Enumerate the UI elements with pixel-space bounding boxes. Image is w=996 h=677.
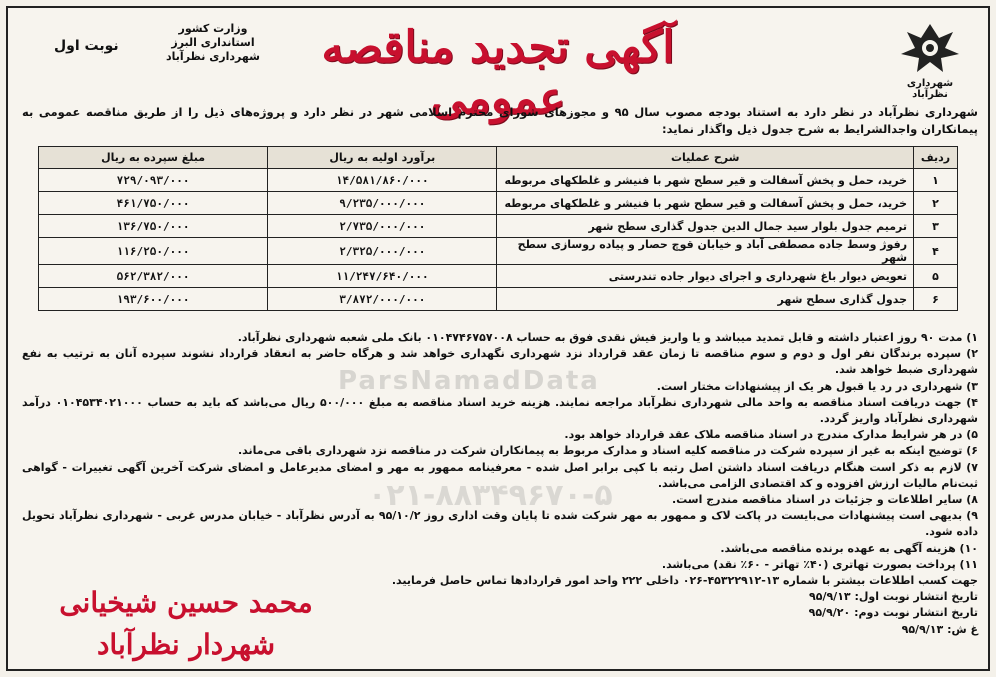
row-deposit: ۱۹۳/۶۰۰/۰۰۰ xyxy=(39,288,268,311)
row-deposit: ۵۶۲/۳۸۲/۰۰۰ xyxy=(39,265,268,288)
term-item: ۵) در هر شرایط مدارک مندرج در اسناد مناقصه ملاک عقد قرارداد خواهد بود. xyxy=(564,428,978,442)
row-number: ۲ xyxy=(914,192,958,215)
row-estimate: ۳/۸۷۲/۰۰۰/۰۰۰ xyxy=(268,288,497,311)
publication-round: نوبت اول xyxy=(54,38,119,54)
row-description: ترمیم جدول بلوار سید جمال الدین جدول گذاری سطح شهر xyxy=(497,215,914,238)
term-item: ۹) بدیهی است پیشنهادات می‌بایست در پاکت لاک و ممهور به مهر شرکت شده تا پایان وقت اداری روز ۹۵/۱۰/۲ به آدرس نظرآباد - خیابان مدرس غربی - شهرداری نظرآباد تحویل داده شود. xyxy=(22,509,979,539)
row-description: رفوژ وسط جاده مصطفی آباد و خیابان قوچ حصار و پیاده روسازی سطح شهر xyxy=(497,238,914,265)
row-number: ۱ xyxy=(914,169,958,192)
signatory-name: محمد حسین شیخیانی xyxy=(59,586,313,619)
term-item: ۶) توضیح اینکه به غیر از سپرده شرکت در مناقصه کلیه اسناد و مدارک مربوط به پیمانکاران شرکت در مناقصه نزد شهرداری باقی می‌ماند. xyxy=(237,444,978,458)
col-estimate: برآورد اولیه به ریال xyxy=(268,147,497,169)
row-description: خرید، حمل و پخش آسفالت و قیر سطح شهر با فنیشر و غلطکهای مربوطه xyxy=(497,169,914,192)
watermark-phone: ۰۲۱-۸۸۳۴۹۶۷۰-۵ xyxy=(368,478,613,513)
table-row xyxy=(39,169,958,192)
row-estimate: ۹/۲۳۵/۰۰۰/۰۰۰ xyxy=(268,192,497,215)
row-number: ۵ xyxy=(914,265,958,288)
row-description: جدول گذاری سطح شهر xyxy=(497,288,914,311)
ministry-block xyxy=(158,22,268,64)
row-estimate: ۲/۷۳۵/۰۰۰/۰۰۰ xyxy=(268,215,497,238)
term-item: ۲) سپرده برندگان نفر اول و دوم و سوم مناقصه تا زمان عقد قرارداد نزد شهرداری نگهداری خواهد شد و هرگاه حاضر به انعقاد قرارداد نشوند سپرده آنان به ترتیب به نفع شهرداری ضبط خواهد شد. xyxy=(22,347,978,377)
logo-caption: شهرداری نظرآباد xyxy=(906,78,954,100)
col-description: شرح عملیات xyxy=(497,147,914,169)
table-row xyxy=(39,192,958,215)
term-item: ۸) سایر اطلاعات و جزئیات در اسناد مناقصه مندرج است. xyxy=(671,493,978,507)
ministry-line: شهرداری نظرآباد xyxy=(166,50,260,63)
projects-table xyxy=(38,146,958,311)
row-number: ۳ xyxy=(914,215,958,238)
notice-frame xyxy=(6,6,990,671)
publish-date-second: تاریخ انتشار نوبت دوم: ۹۵/۹/۲۰ xyxy=(808,606,978,620)
row-description: خرید، حمل و پخش آسفالت و قیر سطح شهر با فنیشر و غلطکهای مربوطه xyxy=(497,192,914,215)
term-item: ۳) شهرداری در رد یا قبول هر یک از پیشنهادات مختار است. xyxy=(656,379,978,393)
col-deposit: مبلغ سپرده به ریال xyxy=(39,147,268,169)
row-estimate: ۱۱/۲۴۷/۶۴۰/۰۰۰ xyxy=(268,265,497,288)
ministry-line: وزارت کشور xyxy=(178,22,248,35)
ministry-line: استانداری البرز xyxy=(171,36,255,49)
table-row xyxy=(39,238,958,265)
term-item: ۴) جهت دریافت اسناد مناقصه به واحد مالی شهرداری نظرآباد مراجعه نمایند. هزینه خرید اسناد مناقصه به مبلغ ۵۰۰/۰۰۰ ریال می‌باشد که باید به حساب ۰۱۰۴۵۳۴۰۲۱۰۰۰ درآمد شهرداری نظرآباد واریز گردد. xyxy=(22,395,978,426)
table-header-row xyxy=(39,147,958,169)
term-item: ۱۰) هزینه آگهی به عهده برنده مناقصه می‌باشد. xyxy=(720,541,978,555)
intro-paragraph: شهرداری نظرآباد در نظر دارد به استناد بودجه مصوب سال ۹۵ و مجوزهای شورای محترم اسلامی شهر در نظر دارد و پروژه‌های ذیل را از طریق مناقصه عمومی به پیمانکاران واجدالشرایط به شرح جدول ذیل واگذار نماید: xyxy=(22,105,978,136)
notice-title: آگهی تجدید مناقصه عمومی xyxy=(321,22,675,124)
publish-date-first: تاریخ انتشار نوبت اول: ۹۵/۹/۱۳ xyxy=(809,590,978,604)
row-estimate: ۱۴/۵۸۱/۸۶۰/۰۰۰ xyxy=(268,169,497,192)
emblem-icon xyxy=(895,20,965,76)
term-item: ۷) لازم به ذکر است هنگام دریافت اسناد داشتن اصل رتبه با کپی برابر اصل شده - معرفینامه ممهور به مهر و امضای مدیرعامل و امضای شرکت آخرین آگهی تغییرات - گواهی ثبت‌نام مالیات ارزش افزوده و کد اقتصادی الزامی می‌باشد. xyxy=(22,460,978,490)
table-row xyxy=(39,288,958,311)
row-deposit: ۷۲۹/۰۹۳/۰۰۰ xyxy=(39,169,268,192)
row-deposit: ۱۳۶/۷۵۰/۰۰۰ xyxy=(39,215,268,238)
signatory-role: شهردار نظرآباد xyxy=(96,628,276,661)
municipality-logo xyxy=(890,20,970,100)
signature-block xyxy=(36,582,336,666)
row-number: ۴ xyxy=(914,238,958,265)
row-deposit: ۴۶۱/۷۵۰/۰۰۰ xyxy=(39,192,268,215)
row-description: تعویض دیوار باغ شهرداری و اجرای دیوار جاده تندرستی xyxy=(497,265,914,288)
row-estimate: ۲/۳۲۵/۰۰۰/۰۰۰ xyxy=(268,238,497,265)
watermark-brand: ParsNamadData xyxy=(338,366,600,396)
table-row xyxy=(39,215,958,238)
row-number: ۶ xyxy=(914,288,958,311)
reference-code: غ ش: ۹۵/۹/۱۳ xyxy=(901,622,978,636)
term-item: ۱۱) پرداخت بصورت تهاتری (۴۰٪ تهاتر - ۶۰٪ نقد) می‌باشد. xyxy=(661,557,978,571)
row-deposit: ۱۱۶/۲۵۰/۰۰۰ xyxy=(39,238,268,265)
col-row-number: ردیف xyxy=(914,147,958,169)
term-item: ۱) مدت ۹۰ روز اعتبار داشته و قابل تمدید میباشد و یا واریز فیش نقدی فوق به حساب ۰۱۰۴۷۴۶۷۵۷۰۰۸ بانک ملی شعبه شهرداری نظرآباد. xyxy=(237,331,978,344)
contact-line: جهت کسب اطلاعات بیشتر با شماره ۱۳-۴۵۳۲۲۹۱۲-۰۲۶ داخلی ۲۲۲ واحد امور قراردادها تماس حاصل فرمایید. xyxy=(391,574,978,588)
table-row xyxy=(39,265,958,288)
